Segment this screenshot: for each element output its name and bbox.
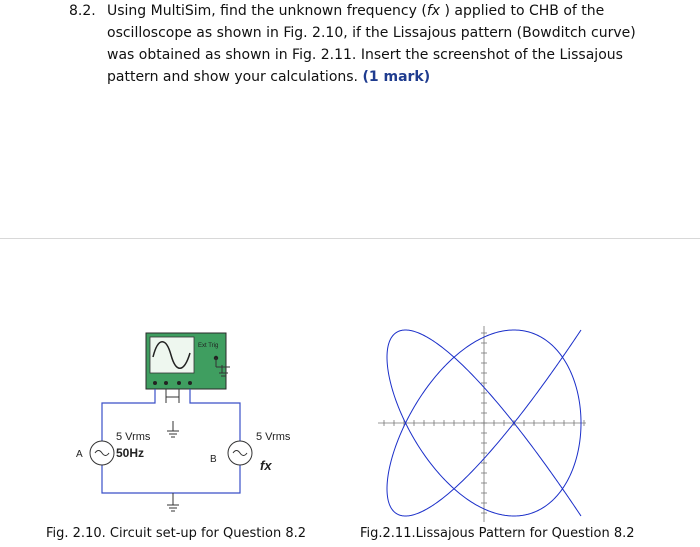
ext-trig-label: Ext Trig (198, 343, 219, 349)
circuit-diagram (70, 325, 320, 515)
mark-label: (1 mark) (362, 69, 431, 85)
question-number: 8.2. (69, 3, 96, 19)
question-line-3: was obtained as shown in Fig. 2.11. Insert the screenshot of the Lissajous (107, 47, 623, 63)
source-b-voltage: 5 Vrms (256, 431, 291, 443)
source-b-frequency: fx (260, 458, 272, 473)
figure-2-10-caption: Fig. 2.10. Circuit set-up for Question 8.2 (46, 526, 306, 541)
wire-ground-loop (102, 465, 240, 493)
oscilloscope-screen (150, 337, 194, 373)
question-line-4: pattern and show your calculations. (1 mark) (107, 69, 431, 85)
source-a-terminal: A (76, 449, 83, 460)
question-line-1: Using MultiSim, find the unknown frequency (fx ) applied to CHB of the (107, 3, 605, 19)
divider (0, 238, 700, 239)
source-a-frequency: 50Hz (116, 446, 145, 460)
lissajous-figure (374, 322, 590, 526)
question-line-2: oscilloscope as shown in Fig. 2.10, if the Lissajous pattern (Bowditch curve) (107, 25, 636, 41)
wire-channel-b (190, 389, 240, 441)
source-a-voltage: 5 Vrms (116, 431, 151, 443)
figure-2-11-caption: Fig.2.11.Lissajous Pattern for Question 8.2 (360, 526, 635, 541)
fx-symbol: fx (426, 3, 441, 19)
source-b-terminal: B (210, 454, 217, 465)
